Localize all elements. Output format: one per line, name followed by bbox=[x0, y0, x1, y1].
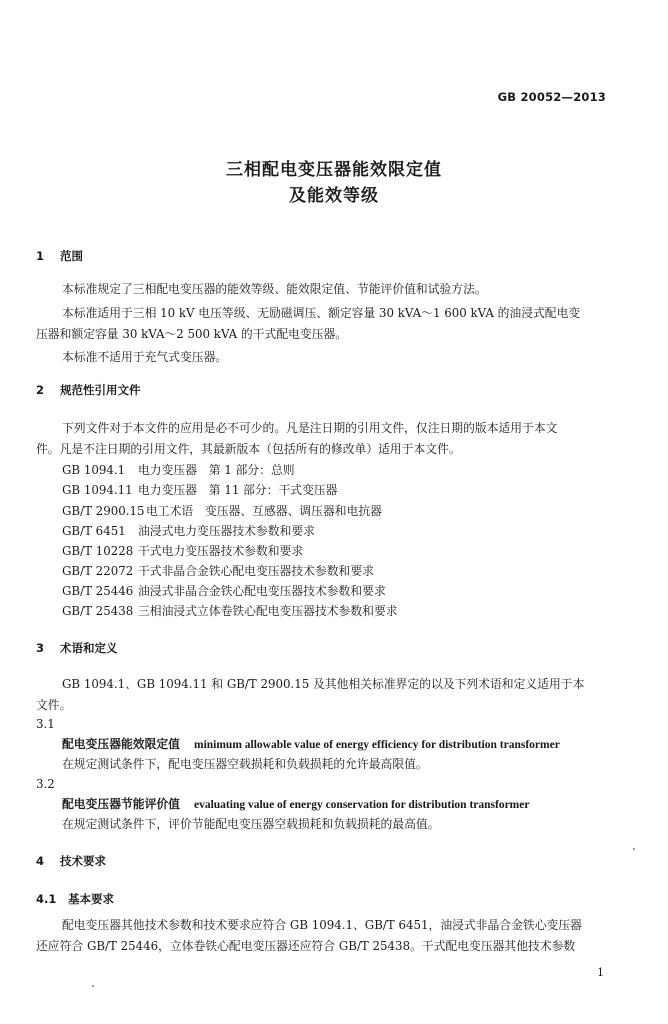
reference-item bbox=[62, 603, 398, 619]
section-title: 术语和定义 bbox=[60, 641, 118, 655]
reference-item bbox=[62, 482, 337, 498]
section-number: 3 bbox=[36, 641, 45, 655]
subsection-number: 4.1 bbox=[36, 892, 57, 906]
section-1-paragraph-3: 本标准不适用于充气式变压器。 bbox=[62, 350, 228, 364]
reference-item bbox=[62, 462, 295, 478]
subsection-4-1-heading bbox=[36, 891, 114, 907]
reference-title: 电力变压器 第 11 部分：干式变压器 bbox=[138, 483, 338, 497]
reference-title: 油浸式电力变压器技术参数和要求 bbox=[138, 524, 315, 538]
term-3-1-heading bbox=[62, 736, 560, 753]
subsection-title: 基本要求 bbox=[68, 892, 114, 906]
term-english: evaluating value of energy conservation for distribution transformer bbox=[193, 799, 530, 811]
section-2-heading bbox=[36, 382, 141, 398]
section-4-paragraph-line-2: 还应符合 GB/T 25446，立体卷铁心配电变压器还应符合 GB/T 25438。干式配电变压器其他技术参数 bbox=[36, 939, 576, 953]
reference-title: 油浸式非晶合金铁心配电变压器技术参数和要求 bbox=[138, 584, 386, 598]
term-3-1-number: 3.1 bbox=[36, 717, 55, 731]
section-2-paragraph-line-1: 下列文件对于本文件的应用是必不可少的。凡是注日期的引用文件，仅注日期的版本适用于本文 bbox=[62, 421, 558, 435]
reference-code: GB 1094.1 bbox=[62, 463, 126, 477]
section-1-paragraph-2-line-2: 压器和额定容量 30 kVA～2 500 kVA 的干式配电变压器。 bbox=[36, 327, 348, 341]
reference-item bbox=[62, 503, 382, 519]
reference-code: GB/T 10228 bbox=[62, 544, 134, 558]
document-title-line-1: 三相配电变压器能效限定值 bbox=[226, 160, 442, 180]
section-number: 4 bbox=[36, 854, 45, 868]
reference-title: 三相油浸式立体卷铁心配电变压器技术参数和要求 bbox=[138, 604, 398, 618]
section-3-paragraph-line-2: 文件。 bbox=[36, 698, 72, 712]
reference-item bbox=[62, 583, 386, 599]
term-3-2-number: 3.2 bbox=[36, 777, 55, 791]
section-4-paragraph-line-1: 配电变压器其他技术参数和技术要求应符合 GB 1094.1、GB/T 6451，油浸式非晶合金铁心变压器 bbox=[62, 918, 582, 932]
reference-item bbox=[62, 563, 374, 579]
term-chinese: 配电变压器节能评价值 bbox=[62, 797, 180, 811]
standard-id: GB 20052—2013 bbox=[497, 90, 606, 104]
section-2-paragraph-line-2: 件。凡是不注日期的引用文件，其最新版本（包括所有的修改单）适用于本文件。 bbox=[36, 442, 461, 456]
term-3-2-heading bbox=[62, 796, 529, 813]
document-title-line-2: 及能效等级 bbox=[289, 186, 379, 206]
reference-code: GB/T 25446 bbox=[62, 584, 134, 598]
reference-code: GB/T 25438 bbox=[62, 604, 134, 618]
reference-title: 电工术语 变压器、互感器、调压器和电抗器 bbox=[146, 504, 382, 518]
reference-code: GB/T 22072 bbox=[62, 564, 134, 578]
section-1-paragraph-1: 本标准规定了三相配电变压器的能效等级、能效限定值、节能评价值和试验方法。 bbox=[62, 282, 487, 296]
section-1-paragraph-2-line-1: 本标准适用于三相 10 kV 电压等级、无励磁调压、额定容量 30 kVA～1 600 kVA 的油浸式配电变 bbox=[62, 306, 581, 320]
scan-speck bbox=[633, 848, 635, 850]
term-chinese: 配电变压器能效限定值 bbox=[62, 737, 180, 751]
reference-title: 干式电力变压器技术参数和要求 bbox=[138, 544, 304, 558]
reference-title: 干式非晶合金铁心配电变压器技术参数和要求 bbox=[138, 564, 374, 578]
section-3-paragraph-line-1: GB 1094.1、GB 1094.11 和 GB/T 2900.15 及其他相关标准界定的以及下列术语和定义适用于本 bbox=[62, 677, 585, 691]
term-3-2-definition: 在规定测试条件下，评价节能配电变压器空载损耗和负载损耗的最高值。 bbox=[62, 817, 440, 831]
section-number: 2 bbox=[36, 383, 45, 397]
term-3-1-definition: 在规定测试条件下，配电变压器空载损耗和负载损耗的允许最高限值。 bbox=[62, 757, 428, 771]
reference-item bbox=[62, 543, 303, 559]
section-1-heading bbox=[36, 248, 83, 264]
reference-title: 电力变压器 第 1 部分：总则 bbox=[138, 463, 295, 477]
term-english: minimum allowable value of energy efficiency for distribution transformer bbox=[193, 739, 560, 751]
reference-code: GB 1094.11 bbox=[62, 483, 133, 497]
scan-speck bbox=[92, 985, 94, 987]
page-number: 1 bbox=[597, 966, 604, 979]
section-title: 范围 bbox=[60, 249, 83, 263]
reference-code: GB/T 2900.15 bbox=[62, 504, 145, 518]
reference-item bbox=[62, 523, 315, 539]
section-number: 1 bbox=[36, 249, 45, 263]
section-title: 技术要求 bbox=[60, 854, 106, 868]
reference-code: GB/T 6451 bbox=[62, 524, 126, 538]
section-title: 规范性引用文件 bbox=[60, 383, 141, 397]
section-3-heading bbox=[36, 640, 118, 656]
section-4-heading bbox=[36, 853, 106, 869]
